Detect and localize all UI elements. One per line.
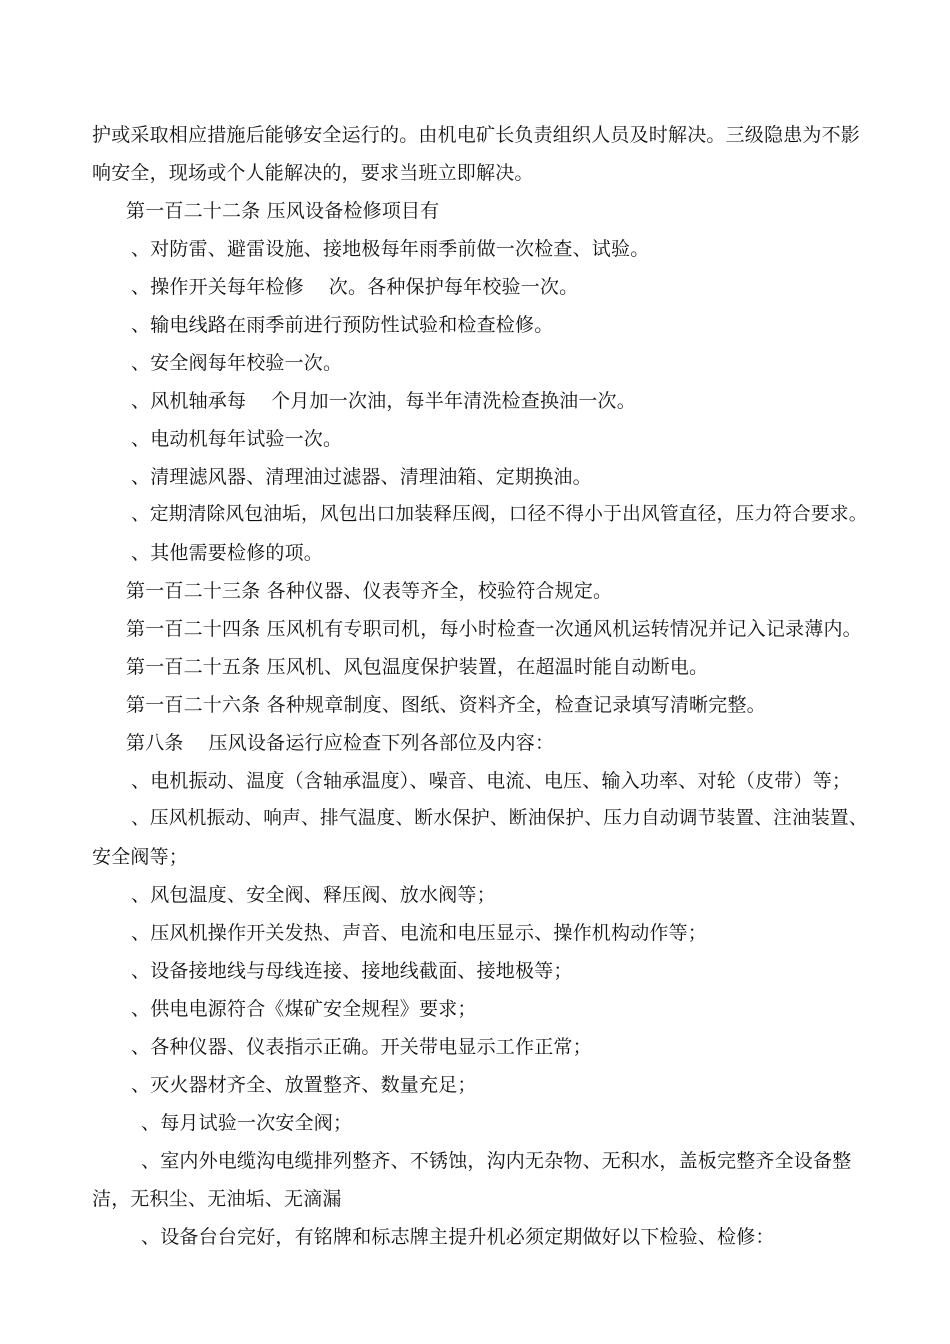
list-item: 、供电电源符合《煤矿安全规程》要求； — [131, 998, 477, 1020]
list-item: 、设备台台完好，有铭牌和标志牌主提升机必须定期做好以下检验、检修： — [141, 1226, 775, 1248]
list-item: 、定期清除风包油垢，风包出口加装释压阀，口径不得小于出风管直径，压力符合要求。 — [131, 504, 868, 525]
list-item: 、灭火器材齐全、放置整齐、数量充足； — [131, 1074, 477, 1096]
list-item: 、其他需要检修的项。 — [131, 542, 324, 564]
article-heading: 第一百二十四条 压风机有专职司机，每小时检查一次通风机运转情况并记入记录薄内。 — [126, 618, 862, 640]
list-item: 、电动机每年试验一次。 — [131, 428, 343, 450]
list-item: 、电机振动、温度（含轴承温度）、噪音、电流、电压、输入功率、对轮（皮带）等； — [131, 770, 852, 792]
list-item: 、操作开关每年检修 次。各种保护每年校验一次。 — [131, 276, 579, 298]
list-item: 、每月试验一次安全阀； — [141, 1112, 353, 1134]
article-heading: 第一百二十二条 压风设备检修项目有 — [126, 200, 440, 222]
list-item: 、输电线路在雨季前进行预防性试验和检查检修。 — [131, 314, 554, 336]
list-item: 、安全阀每年校验一次。 — [131, 352, 343, 374]
list-item-continuation: 洁，无积尘、无油垢、无滴漏 — [92, 1188, 342, 1210]
paragraph-line: 护或采取相应措施后能够安全运行的。由机电矿长负责组织人员及时解决。三级隐患为不影 — [92, 124, 861, 146]
list-item: 、室内外电缆沟电缆排列整齐、不锈蚀，沟内无杂物、无积水，盖板完整齐全设备整 — [141, 1150, 852, 1172]
list-item: 、清理滤风器、清理油过滤器、清理油箱、定期换油。 — [131, 466, 592, 488]
list-item-continuation: 安全阀等； — [92, 846, 189, 868]
article-heading: 第一百二十六条 各种规章制度、图纸、资料齐全，检查记录填写清晰完整。 — [126, 694, 766, 716]
list-item: 、各种仪器、仪表指示正确。开关带电显示工作正常； — [131, 1036, 592, 1058]
paragraph-line: 响安全，现场或个人能解决的，要求当班立即解决。 — [92, 162, 534, 184]
list-item: 、设备接地线与母线连接、接地线截面、接地极等； — [131, 960, 573, 982]
article-heading: 第八条 压风设备运行应检查下列各部位及内容： — [126, 732, 555, 754]
article-heading: 第一百二十五条 压风机、风包温度保护装置，在超温时能自动断电。 — [126, 656, 709, 678]
list-item: 、压风机操作开关发热、声音、电流和电压显示、操作机构动作等； — [131, 922, 708, 944]
list-item: 、对防雷、避雷设施、接地极每年雨季前做一次检查、试验。 — [131, 238, 650, 260]
article-heading: 第一百二十三条 各种仪器、仪表等齐全，校验符合规定。 — [126, 580, 613, 602]
list-item: 、风机轴承每 个月加一次油，每半年清洗检查换油一次。 — [131, 390, 636, 412]
list-item: 、风包温度、安全阀、释压阀、放水阀等； — [131, 884, 496, 906]
list-item: 、压风机振动、响声、排气温度、断水保护、断油保护、压力自动调节装置、注油装置、 — [131, 808, 868, 829]
